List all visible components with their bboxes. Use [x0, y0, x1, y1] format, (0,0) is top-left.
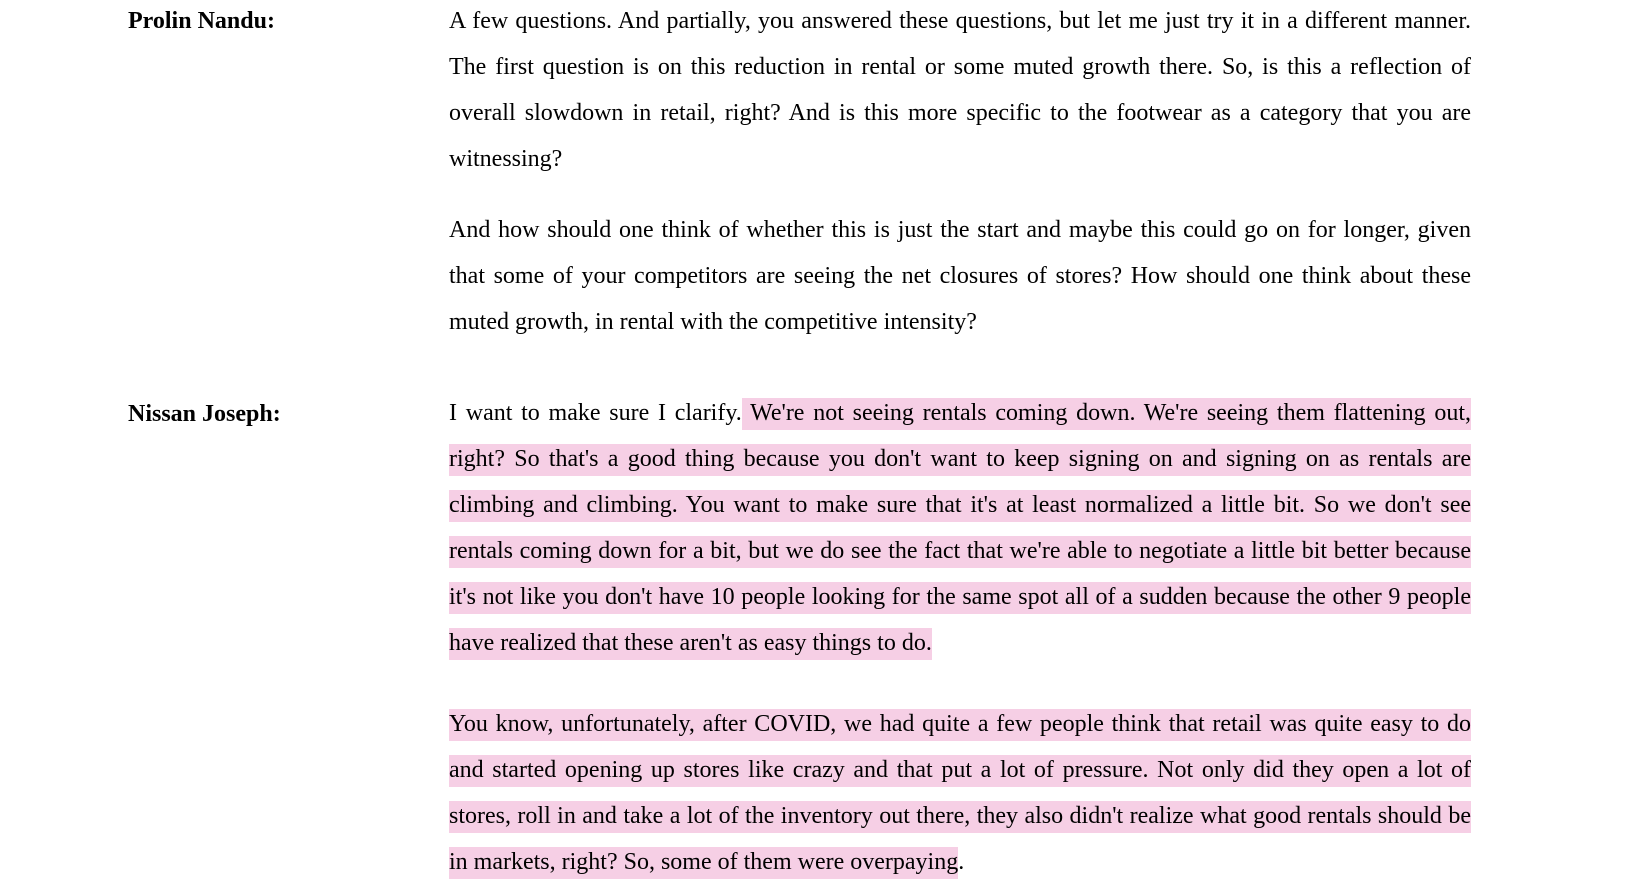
- answer-paragraph-1-lead: I want to make sure I clarify.: [449, 400, 742, 426]
- speaker-name-prolin-nandu: Prolin Nandu:: [128, 8, 275, 34]
- question-paragraph-2: And how should one think of whether this is just the start and maybe this could go on for longer, given that some of your competitors are seeing the net closures of stores? How should one think about these muted growth, in rental with the competitive intensity?: [449, 217, 1471, 335]
- answer-paragraph-2-tail: .: [958, 849, 965, 875]
- highlighted-text: You know, unfortunately, after COVID, we had quite a few people think that retail was quite easy to do and started opening up stores like crazy and that put a lot of pressure. Not only did they open a lot of stores, roll in and take a lot of the inventory out there, they also didn't realize what good rentals should be in markets, right? So, some of them were overpaying: [449, 709, 1471, 879]
- answer-paragraph-2: [449, 701, 1471, 885]
- question-paragraph-1: A few questions. And partially, you answered these questions, but let me just try it in a different manner. The first question is on this reduction in rental or some muted growth there. So, is this a reflection of overall slowdown in retail, right? And is this more specific to the footwear as a category that you are witnessing?: [449, 8, 1471, 172]
- highlighted-text: We're not seeing rentals coming down. We're seeing them flattening out, right? So that's a good thing because you don't want to keep signing on and signing on as rentals are climbing and climbing. You want to make sure that it's at least normalized a little bit. So we don't see rentals coming down for a bit, but we do see the fact that we're able to negotiate a little bit better because it's not like you don't have 10 people looking for the same spot all of a sudden because the other 9 people have realized that these aren't as easy things to do.: [449, 398, 1471, 660]
- answer-paragraph-1: [449, 390, 1471, 666]
- speaker-name-nissan-joseph: Nissan Joseph:: [128, 401, 281, 427]
